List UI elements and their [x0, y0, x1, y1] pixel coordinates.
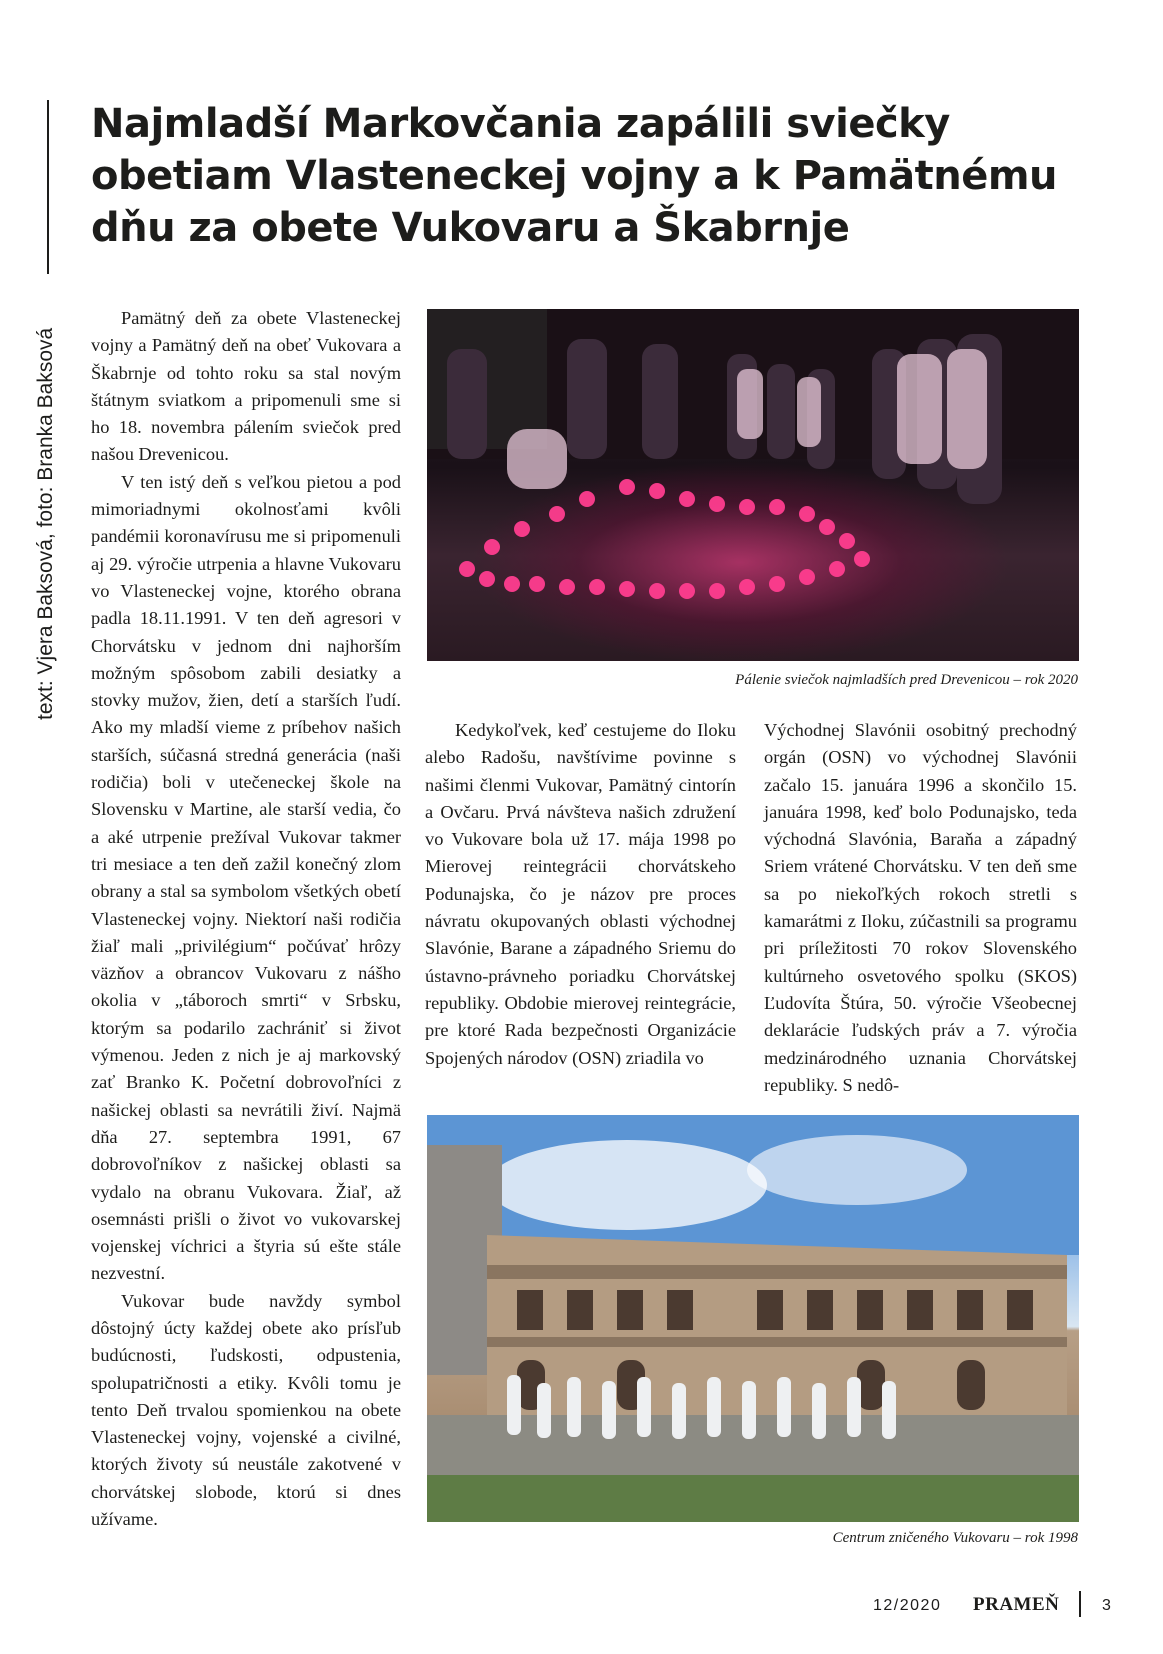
article-title: Najmladší Markovčania zapálili sviečky obetiam Vlasteneckej vojny a k Pamätnému dňu za obete Vukovaru a Škabrnje [91, 101, 1057, 251]
page-number: 3 [1102, 1597, 1111, 1614]
magazine-name: PRAMEŇ [973, 1594, 1060, 1615]
text-column-3 [764, 717, 1077, 1099]
photo-caption-candles: Pálenie sviečok najmladších pred Drevenicou – rok 2020 [735, 672, 1078, 688]
photo-caption-vukovar: Centrum zničeného Vukovaru – rok 1998 [832, 1530, 1078, 1546]
paragraph: Vukovar bude navždy symbol dôstojný úcty každej obete ako prísľub budúcnosti, ľudskosti, odpustenia, spolupatričnosti a etiky. Kvôli tomu je tento Deň trvalou spomienkou na obete Vlasteneckej vojny, vojenské a civilné, ktorých životy sú neustále zakotvené v chorvátskej slobode, ktorú si dnes užívame. [91, 1290, 401, 1530]
paragraph: Východnej Slavónii osobitný prechodný orgán (OSN) vo východnej Slavónii začalo 15. januára 1996 a skončilo 15. januára 1998, keď bolo Podunajsko, teda východná Slavónia, Baraňa a západný Sriem vrátené Chorvátsku. V ten deň sme sa po niekoľkých rokoch stretli s kamarátmi z Iloku, zúčastnili sa programu pri príležitosti 70 rokov Slovenského kultúrneho osvetového spolku (SKOS) Ľudovíta Štúra, 50. výročie Všeobecnej deklarácie ľudských práv a 7. výročia medzinárodného uznania Chorvátskej republiky. S nedô- [764, 720, 1077, 1095]
text-column-2 [425, 717, 736, 1072]
candles-photo [427, 309, 1079, 661]
text-column-1 [91, 305, 401, 1533]
paragraph: V ten istý deň s veľkou pietou a pod mimoriadnymi okolnosťami kvôli pandémii koronavírusu me si pripomenuli aj 29. výročie utrpenia a hlavne Vukovaru vo Vlasteneckej vojne, ktorého obrana padla 18.11.1991. V ten deň agresori v Chorvátsku v jednom dni najhorším možným spôsobom zabili desiatky a stovky mužov, žien, detí a starších ľudí. Ako my mladší vieme z príbehov našich starších, súčasná stredná generácia (naši rodičia) boli v utečeneckej škole na Slovensku v Martine, ale starší vedia, čo a aké utrpenie prežíval Vukovar takmer tri mesiace a ten deň zažil konečný zlom obrany a stal sa symbolom všetkých obetí Vlasteneckej vojny. Niektorí naši rodičia žiaľ mali „privilégium“ počúvať hrôzy väzňov a obrancov Vukovaru z nášho okolia v „táboroch smrti“ v Srbsku, ktorým sa podarilo zachrániť si život výmenou. Jeden z nich je aj markovský zať Branko K. Početní dobrovoľníci z našickej oblasti sa nevrátili živí. Najmä dňa 27. septembra 1991, 67 dobrovoľníkov z našickej oblasti sa vydalo na obranu Vukovara. Žiaľ, až osemnásti prišli o život vo vukovarskej vojenskej víchrici a štyria sú ešte stále nezvestní. [91, 471, 401, 1284]
vukovar-photo-illustration [427, 1115, 1079, 1522]
paragraph: Pamätný deň za obete Vlasteneckej vojny a Pamätný deň na obeť Vukovara a Škabrnje od tohto roku sa stal novým štátnym sviatkom a pripomenuli sme si ho 18. novembra pálením sviečok pred našou Drevenicou. [91, 308, 401, 465]
byline: text: Vjera Baksová, foto: Branka Baksová [34, 327, 57, 720]
paragraph: Kedykoľvek, keď cestujeme do Iloku alebo Radošu, navštívime povinne s našimi členmi Vukovar, Pamätný cintorín a Ovčaru. Prvá návšteva našich združení vo Vukovare bola už 17. mája 1998 po Mierovej reintegrácii chorvátskeho Podunajska, čo je názov pre proces návratu okupovaných oblasti východnej Slavónie, Barane a západného Sriemu do ústavno-právneho poriadku Chorvátskej republiky. Obdobie mierovej reintegrácie, pre ktoré Rada bezpečnosti Organizácie Spojených národov (OSN) zriadila vo [425, 720, 736, 1068]
vukovar-photo [427, 1115, 1079, 1522]
footer-separator [1079, 1591, 1081, 1617]
candles-photo-illustration [427, 309, 1079, 661]
issue-number: 12/2020 [873, 1597, 942, 1614]
title-rule [47, 100, 49, 274]
